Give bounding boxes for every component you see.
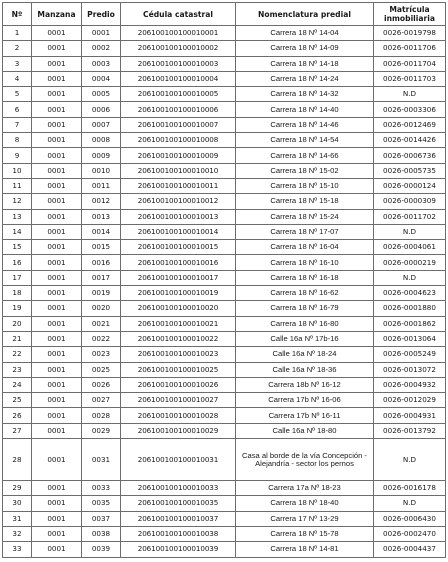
table-row <box>3 56 446 71</box>
manzana-cell: 0001 <box>32 439 82 481</box>
predio-cell: 0026 <box>82 377 121 392</box>
predio-cell: 0037 <box>82 511 121 526</box>
nomenclatura-cell: Carrera 18 Nº 14-18 <box>236 56 374 71</box>
row-number: 30 <box>3 496 32 511</box>
row-number: 3 <box>3 56 32 71</box>
manzana-cell: 0001 <box>32 255 82 270</box>
cedula-catastral-cell: 206100100100010028 <box>121 408 236 423</box>
nomenclatura-cell: Carrera 18 Nº 16-18 <box>236 270 374 285</box>
cedula-catastral-cell: 206100100100010002 <box>121 41 236 56</box>
row-number: 25 <box>3 393 32 408</box>
manzana-cell: 0001 <box>32 26 82 41</box>
row-number: 1 <box>3 26 32 41</box>
cedula-catastral-cell: 206100100100010004 <box>121 71 236 86</box>
predio-cell: 0019 <box>82 286 121 301</box>
nomenclatura-cell: Carrera 18 Nº 15-02 <box>236 163 374 178</box>
nomenclatura-cell: Calle 16a Nº 18-24 <box>236 347 374 362</box>
manzana-cell: 0001 <box>32 71 82 86</box>
cedula-catastral-cell: 206100100100010038 <box>121 526 236 541</box>
predio-cell: 0001 <box>82 26 121 41</box>
manzana-cell: 0001 <box>32 377 82 392</box>
table-row <box>3 408 446 423</box>
matricula-cell: 0026-0011703 <box>374 71 446 86</box>
predio-cell: 0003 <box>82 56 121 71</box>
cedula-catastral-cell: 206100100100010013 <box>121 209 236 224</box>
predio-cell: 0009 <box>82 148 121 163</box>
matricula-cell: 0026-0012029 <box>374 393 446 408</box>
row-number: 4 <box>3 71 32 86</box>
cedula-catastral-cell: 206100100100010029 <box>121 423 236 438</box>
predio-cell: 0025 <box>82 362 121 377</box>
manzana-cell: 0001 <box>32 301 82 316</box>
row-number: 10 <box>3 163 32 178</box>
matricula-cell: 0026-0000219 <box>374 255 446 270</box>
table-row <box>3 117 446 132</box>
matricula-cell: 0026-0000309 <box>374 194 446 209</box>
cedula-catastral-cell: 206100100100010037 <box>121 511 236 526</box>
table-row <box>3 148 446 163</box>
matricula-cell: 0026-0019798 <box>374 26 446 41</box>
table-row <box>3 209 446 224</box>
nomenclatura-cell: Carrera 18 Nº 14-24 <box>236 71 374 86</box>
table-row <box>3 87 446 102</box>
row-number: 16 <box>3 255 32 270</box>
cedula-catastral-cell: 206100100100010016 <box>121 255 236 270</box>
table-row <box>3 255 446 270</box>
table-row <box>3 194 446 209</box>
nomenclatura-cell: Carrera 18 Nº 16-10 <box>236 255 374 270</box>
manzana-cell: 0001 <box>32 496 82 511</box>
nomenclatura-cell: Carrera 18 Nº 18-40 <box>236 496 374 511</box>
cedula-catastral-cell: 206100100100010025 <box>121 362 236 377</box>
row-number: 11 <box>3 178 32 193</box>
table-row <box>3 362 446 377</box>
manzana-cell: 0001 <box>32 331 82 346</box>
matricula-cell: 0026-0013064 <box>374 331 446 346</box>
nomenclatura-cell: Carrera 18 Nº 15-10 <box>236 178 374 193</box>
predio-cell: 0023 <box>82 347 121 362</box>
cedula-catastral-cell: 206100100100010014 <box>121 224 236 239</box>
cedula-catastral-cell: 206100100100010015 <box>121 240 236 255</box>
manzana-cell: 0001 <box>32 209 82 224</box>
row-number: 31 <box>3 511 32 526</box>
manzana-cell: 0001 <box>32 133 82 148</box>
cedula-catastral-cell: 206100100100010003 <box>121 56 236 71</box>
manzana-cell: 0001 <box>32 270 82 285</box>
matricula-cell: 0026-0012469 <box>374 117 446 132</box>
row-number: 12 <box>3 194 32 209</box>
row-number: 24 <box>3 377 32 392</box>
matricula-cell: 0026-0004931 <box>374 408 446 423</box>
table-row <box>3 439 446 481</box>
manzana-cell: 0001 <box>32 102 82 117</box>
manzana-cell: 0001 <box>32 240 82 255</box>
nomenclatura-cell: Calle 16a Nº 18-80 <box>236 423 374 438</box>
matricula-cell: 0026-0004623 <box>374 286 446 301</box>
nomenclatura-cell: Carrera 18 Nº 14-46 <box>236 117 374 132</box>
row-number: 27 <box>3 423 32 438</box>
nomenclatura-cell: Carrera 18 Nº 14-09 <box>236 41 374 56</box>
row-number: 29 <box>3 481 32 496</box>
table-row <box>3 71 446 86</box>
predio-cell: 0038 <box>82 526 121 541</box>
matricula-cell: N.D <box>374 270 446 285</box>
row-number: 13 <box>3 209 32 224</box>
row-number: 7 <box>3 117 32 132</box>
row-number: 33 <box>3 542 32 557</box>
manzana-cell: 0001 <box>32 286 82 301</box>
table-row <box>3 496 446 511</box>
nomenclatura-cell: Carrera 18 Nº 15-18 <box>236 194 374 209</box>
cedula-catastral-cell: 206100100100010035 <box>121 496 236 511</box>
cedula-catastral-cell: 206100100100010011 <box>121 178 236 193</box>
nomenclatura-cell: Carrera 18 Nº 16-62 <box>236 286 374 301</box>
matricula-cell: N.D <box>374 439 446 481</box>
matricula-cell: N.D <box>374 224 446 239</box>
row-number: 17 <box>3 270 32 285</box>
cedula-catastral-cell: 206100100100010008 <box>121 133 236 148</box>
manzana-cell: 0001 <box>32 148 82 163</box>
table-row <box>3 26 446 41</box>
row-number: 22 <box>3 347 32 362</box>
cedula-catastral-cell: 206100100100010006 <box>121 102 236 117</box>
cedula-catastral-cell: 206100100100010019 <box>121 286 236 301</box>
predio-cell: 0039 <box>82 542 121 557</box>
matricula-cell: 0026-0011704 <box>374 56 446 71</box>
predio-cell: 0022 <box>82 331 121 346</box>
manzana-cell: 0001 <box>32 178 82 193</box>
matricula-cell: 0026-0000124 <box>374 178 446 193</box>
cedula-catastral-cell: 206100100100010033 <box>121 481 236 496</box>
row-number: 20 <box>3 316 32 331</box>
nomenclatura-cell: Carrera 18b Nº 16-12 <box>236 377 374 392</box>
matricula-cell: 0026-0011702 <box>374 209 446 224</box>
cedula-catastral-cell: 206100100100010039 <box>121 542 236 557</box>
predio-cell: 0035 <box>82 496 121 511</box>
table-row <box>3 301 446 316</box>
predio-cell: 0006 <box>82 102 121 117</box>
predio-cell: 0027 <box>82 393 121 408</box>
table-header-row <box>3 3 446 26</box>
matricula-cell: 0026-0006736 <box>374 148 446 163</box>
predio-cell: 0033 <box>82 481 121 496</box>
table-row <box>3 178 446 193</box>
predio-cell: 0007 <box>82 117 121 132</box>
header-matricula-inmobiliaria: Matrícula inmobiliaria <box>374 3 446 26</box>
manzana-cell: 0001 <box>32 194 82 209</box>
nomenclatura-cell: Carrera 18 Nº 14-66 <box>236 148 374 163</box>
predio-cell: 0031 <box>82 439 121 481</box>
nomenclatura-cell: Carrera 18 Nº 16-04 <box>236 240 374 255</box>
row-number: 14 <box>3 224 32 239</box>
cedula-catastral-cell: 206100100100010007 <box>121 117 236 132</box>
property-register-sheet <box>2 2 445 558</box>
predio-cell: 0028 <box>82 408 121 423</box>
row-number: 6 <box>3 102 32 117</box>
manzana-cell: 0001 <box>32 117 82 132</box>
table-row <box>3 240 446 255</box>
matricula-cell: N.D <box>374 87 446 102</box>
header-number: Nº <box>3 3 32 26</box>
matricula-cell: 0026-0013792 <box>374 423 446 438</box>
matricula-cell: 0026-0004437 <box>374 542 446 557</box>
predio-cell: 0011 <box>82 178 121 193</box>
nomenclatura-cell: Carrera 17a Nº 18-23 <box>236 481 374 496</box>
manzana-cell: 0001 <box>32 542 82 557</box>
row-number: 2 <box>3 41 32 56</box>
row-number: 8 <box>3 133 32 148</box>
manzana-cell: 0001 <box>32 393 82 408</box>
row-number: 32 <box>3 526 32 541</box>
nomenclatura-cell: Calle 16a Nº 18-36 <box>236 362 374 377</box>
cedula-catastral-cell: 206100100100010026 <box>121 377 236 392</box>
matricula-cell: 0026-0002470 <box>374 526 446 541</box>
predio-cell: 0014 <box>82 224 121 239</box>
table-row <box>3 316 446 331</box>
table-row <box>3 286 446 301</box>
matricula-cell: N.D <box>374 496 446 511</box>
nomenclatura-cell: Carrera 18 Nº 14-40 <box>236 102 374 117</box>
predio-cell: 0017 <box>82 270 121 285</box>
matricula-cell: 0026-0001862 <box>374 316 446 331</box>
cedula-catastral-cell: 206100100100010020 <box>121 301 236 316</box>
manzana-cell: 0001 <box>32 163 82 178</box>
cedula-catastral-cell: 206100100100010023 <box>121 347 236 362</box>
table-body <box>3 26 446 558</box>
row-number: 26 <box>3 408 32 423</box>
manzana-cell: 0001 <box>32 316 82 331</box>
nomenclatura-cell: Casa al borde de la vía Concepción - Alejandría - sector los pernos <box>236 439 374 481</box>
nomenclatura-cell: Carrera 18 Nº 16-79 <box>236 301 374 316</box>
nomenclatura-cell: Carrera 17b Nº 16-06 <box>236 393 374 408</box>
predio-cell: 0020 <box>82 301 121 316</box>
manzana-cell: 0001 <box>32 526 82 541</box>
nomenclatura-cell: Carrera 18 Nº 14-04 <box>236 26 374 41</box>
matricula-cell: 0026-0004932 <box>374 377 446 392</box>
table-row <box>3 102 446 117</box>
row-number: 15 <box>3 240 32 255</box>
predio-cell: 0008 <box>82 133 121 148</box>
table-row <box>3 481 446 496</box>
manzana-cell: 0001 <box>32 224 82 239</box>
nomenclatura-cell: Calle 16a Nº 17b-16 <box>236 331 374 346</box>
nomenclatura-cell: Carrera 17 Nº 13-29 <box>236 511 374 526</box>
manzana-cell: 0001 <box>32 362 82 377</box>
table-row <box>3 331 446 346</box>
table-row <box>3 270 446 285</box>
manzana-cell: 0001 <box>32 87 82 102</box>
matricula-cell: 0026-0013072 <box>374 362 446 377</box>
nomenclatura-cell: Carrera 17b Nº 16-11 <box>236 408 374 423</box>
cedula-catastral-cell: 206100100100010001 <box>121 26 236 41</box>
manzana-cell: 0001 <box>32 41 82 56</box>
row-number: 18 <box>3 286 32 301</box>
nomenclatura-cell: Carrera 18 Nº 14-54 <box>236 133 374 148</box>
cedula-catastral-cell: 206100100100010005 <box>121 87 236 102</box>
nomenclatura-cell: Carrera 18 Nº 14-81 <box>236 542 374 557</box>
matricula-cell: 0026-0005735 <box>374 163 446 178</box>
manzana-cell: 0001 <box>32 481 82 496</box>
predio-cell: 0015 <box>82 240 121 255</box>
predio-cell: 0016 <box>82 255 121 270</box>
table-row <box>3 41 446 56</box>
row-number: 19 <box>3 301 32 316</box>
header-manzana: Manzana <box>32 3 82 26</box>
table-row <box>3 377 446 392</box>
cedula-catastral-cell: 206100100100010021 <box>121 316 236 331</box>
property-table <box>2 2 446 558</box>
row-number: 23 <box>3 362 32 377</box>
matricula-cell: 0026-0003306 <box>374 102 446 117</box>
cedula-catastral-cell: 206100100100010022 <box>121 331 236 346</box>
row-number: 28 <box>3 439 32 481</box>
matricula-cell: 0026-0004061 <box>374 240 446 255</box>
cedula-catastral-cell: 206100100100010031 <box>121 439 236 481</box>
matricula-cell: 0026-0016178 <box>374 481 446 496</box>
matricula-cell: 0026-0005249 <box>374 347 446 362</box>
table-row <box>3 526 446 541</box>
nomenclatura-cell: Carrera 18 Nº 14-32 <box>236 87 374 102</box>
header-nomenclatura-predial: Nomenclatura predial <box>236 3 374 26</box>
table-row <box>3 347 446 362</box>
nomenclatura-cell: Carrera 18 Nº 15-24 <box>236 209 374 224</box>
row-number: 5 <box>3 87 32 102</box>
matricula-cell: 0026-0001880 <box>374 301 446 316</box>
manzana-cell: 0001 <box>32 347 82 362</box>
manzana-cell: 0001 <box>32 423 82 438</box>
manzana-cell: 0001 <box>32 511 82 526</box>
table-row <box>3 133 446 148</box>
table-row <box>3 224 446 239</box>
predio-cell: 0005 <box>82 87 121 102</box>
predio-cell: 0002 <box>82 41 121 56</box>
matricula-cell: 0026-0006430 <box>374 511 446 526</box>
table-row <box>3 542 446 557</box>
cedula-catastral-cell: 206100100100010009 <box>121 148 236 163</box>
header-predio: Predio <box>82 3 121 26</box>
matricula-cell: 0026-0014426 <box>374 133 446 148</box>
row-number: 21 <box>3 331 32 346</box>
predio-cell: 0010 <box>82 163 121 178</box>
cedula-catastral-cell: 206100100100010012 <box>121 194 236 209</box>
predio-cell: 0029 <box>82 423 121 438</box>
predio-cell: 0021 <box>82 316 121 331</box>
predio-cell: 0004 <box>82 71 121 86</box>
predio-cell: 0013 <box>82 209 121 224</box>
matricula-cell: 0026-0011706 <box>374 41 446 56</box>
cedula-catastral-cell: 206100100100010010 <box>121 163 236 178</box>
cedula-catastral-cell: 206100100100010017 <box>121 270 236 285</box>
table-row <box>3 511 446 526</box>
nomenclatura-cell: Carrera 18 Nº 17-07 <box>236 224 374 239</box>
table-row <box>3 393 446 408</box>
table-row <box>3 163 446 178</box>
nomenclatura-cell: Carrera 18 Nº 15-78 <box>236 526 374 541</box>
predio-cell: 0012 <box>82 194 121 209</box>
nomenclatura-cell: Carrera 18 Nº 16-80 <box>236 316 374 331</box>
table-row <box>3 423 446 438</box>
cedula-catastral-cell: 206100100100010027 <box>121 393 236 408</box>
manzana-cell: 0001 <box>32 408 82 423</box>
row-number: 9 <box>3 148 32 163</box>
header-cedula-catastral: Cédula catastral <box>121 3 236 26</box>
manzana-cell: 0001 <box>32 56 82 71</box>
